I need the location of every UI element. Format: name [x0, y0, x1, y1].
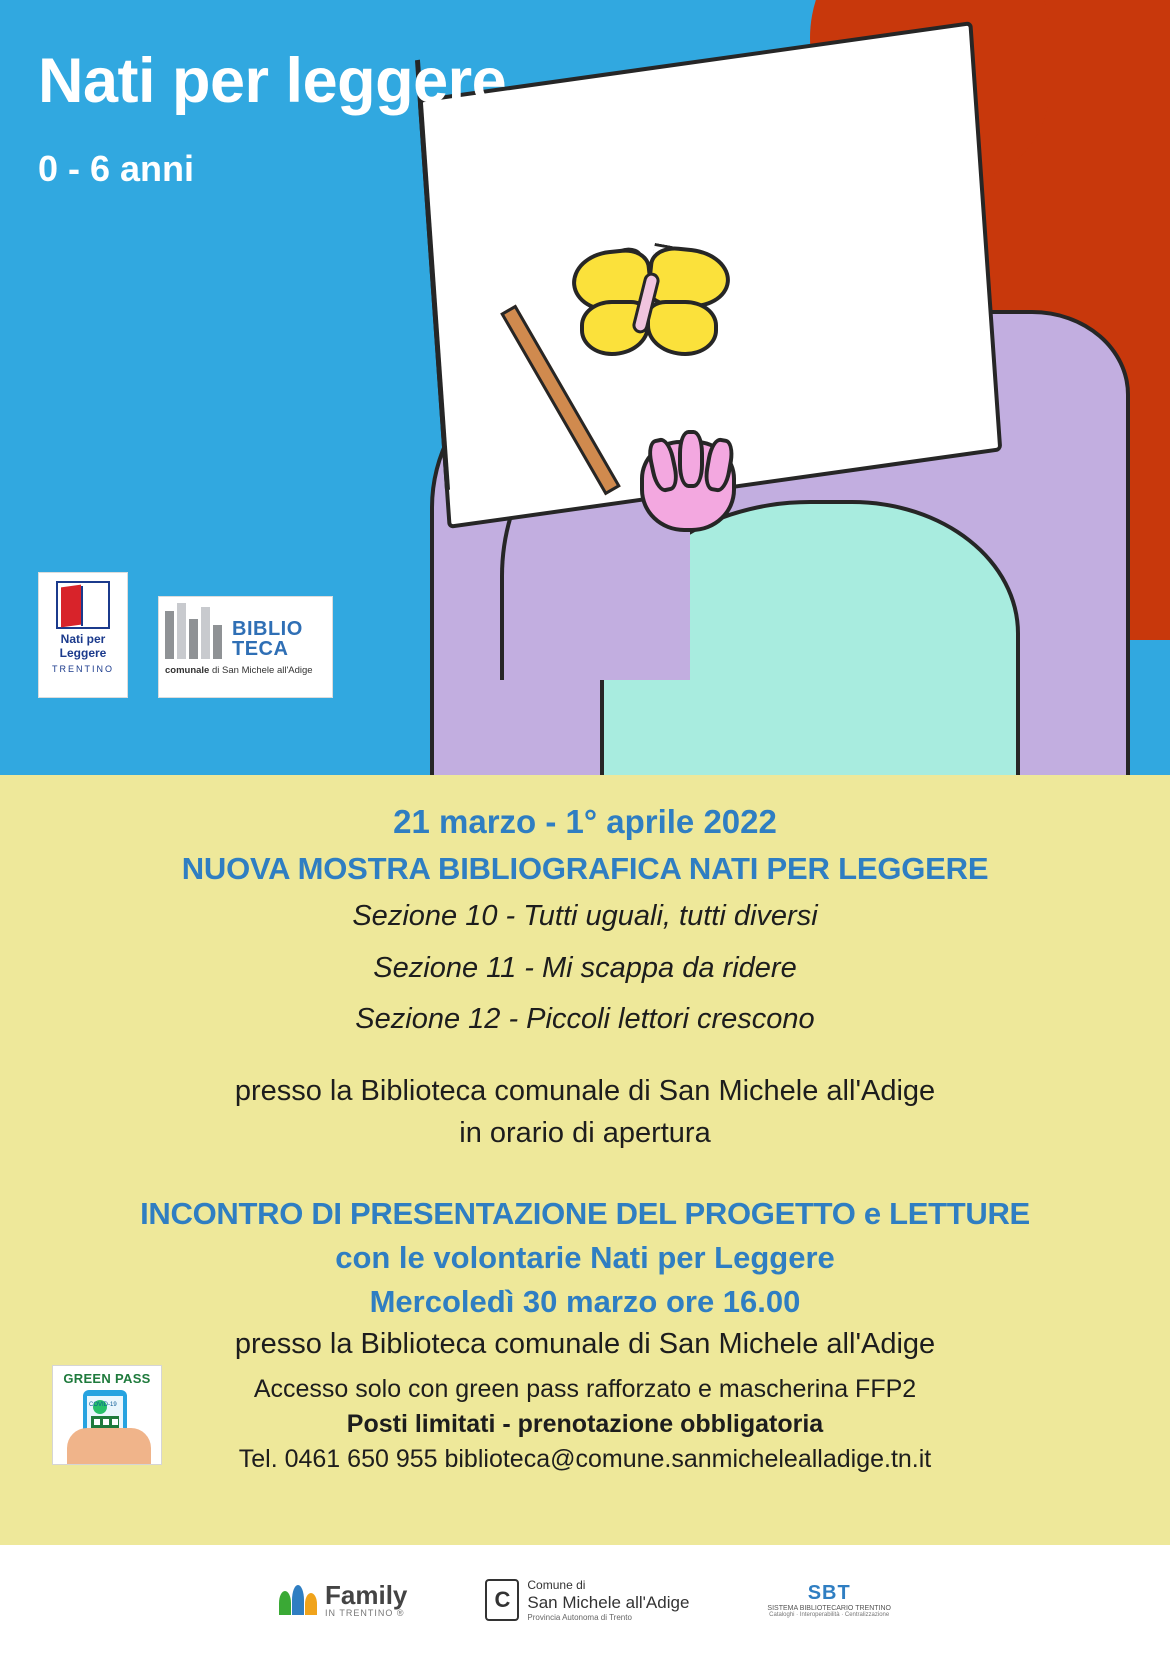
event-title: INCONTRO DI PRESENTAZIONE DEL PROGETTO e LETTURE [140, 1195, 1030, 1231]
logo-npl-line1: Nati per [60, 632, 106, 646]
poster-subtitle: 0 - 6 anni [38, 148, 195, 189]
open-book-flag-icon [56, 581, 110, 629]
logo-biblioteca [158, 596, 333, 698]
exhibition-venue-line-1: presso la Biblioteca comunale di San Michele all'Adige [234, 1074, 936, 1107]
section-line-2: Sezione 11 - Mi scappa da ridere [373, 951, 797, 984]
finger-shape [678, 430, 704, 488]
logo-comune-line3: Provincia Autonoma di Trento [527, 1612, 632, 1622]
family-figures-icon [279, 1583, 317, 1617]
exhibition-venue-line-2: in orario di apertura [459, 1116, 711, 1149]
section-line-1: Sezione 10 - Tutti uguali, tutti diversi [352, 900, 818, 932]
logo-family-line1: Family [325, 1580, 408, 1610]
logo-family-in-trentino [279, 1582, 407, 1618]
green-pass-badge-label: COVID-19 [89, 1402, 117, 1408]
books-on-shelf-icon [165, 603, 222, 659]
logo-biblioteca-subtitle-rest: di San Michele all'Adige [209, 665, 313, 676]
exhibition-title: NUOVA MOSTRA BIBLIOGRAFICA NATI PER LEGGERE [181, 851, 989, 886]
logo-biblioteca-subtitle-bold: comunale [165, 665, 210, 676]
logo-family-line2: IN TRENTINO ® [325, 1608, 405, 1618]
logo-nati-per-leggere [38, 572, 128, 698]
logo-sbt-line2: SISTEMA BIBLIOTECARIO TRENTINO [767, 1605, 891, 1612]
logo-sbt-line1: SBT [807, 1582, 851, 1604]
logo-biblioteca-line2: TECA [232, 638, 289, 660]
logo-comune-line2: San Michele all'Adige [527, 1592, 690, 1612]
sponsor-logo-strip [0, 1545, 1170, 1655]
exhibition-date-range: 21 marzo - 1° aprile 2022 [393, 803, 777, 840]
poster-title: Nati per leggere [38, 46, 507, 116]
contact-info: Tel. 0461 650 955 biblioteca@comune.sanmichelealladige.tn.it [238, 1445, 932, 1473]
section-line-3: Sezione 12 - Piccoli lettori crescono [355, 1003, 815, 1035]
logo-npl-line2: Leggere [59, 645, 107, 660]
footer-notes [0, 1375, 1170, 1474]
comune-crest-icon: C [485, 1579, 519, 1621]
logo-comune-line1: Comune di [527, 1578, 586, 1593]
logo-npl-line3: TRENTINO [52, 663, 114, 674]
access-note: Accesso solo con green pass rafforzato e mascherina FFP2 [253, 1375, 917, 1403]
info-panel [0, 775, 1170, 1545]
logo-biblioteca-subtitle [165, 665, 326, 676]
hero-illustration-panel [0, 0, 1170, 775]
green-pass-title: GREEN PASS [63, 1371, 151, 1386]
event-venue: presso la Biblioteca comunale di San Michele all'Adige [234, 1327, 936, 1360]
booking-note: Posti limitati - prenotazione obbligatoria [346, 1410, 824, 1438]
logo-sbt-line3: Cataloghi · Interoperabilità · Centralizzazione [769, 1612, 890, 1618]
logo-comune-san-michele [485, 1578, 689, 1622]
event-with-volunteers: con le volontarie Nati per Leggere [335, 1239, 835, 1275]
logo-sbt [767, 1582, 891, 1618]
event-datetime: Mercoledì 30 marzo ore 16.00 [369, 1283, 801, 1319]
logo-biblioteca-line1: BIBLIO [232, 618, 303, 640]
